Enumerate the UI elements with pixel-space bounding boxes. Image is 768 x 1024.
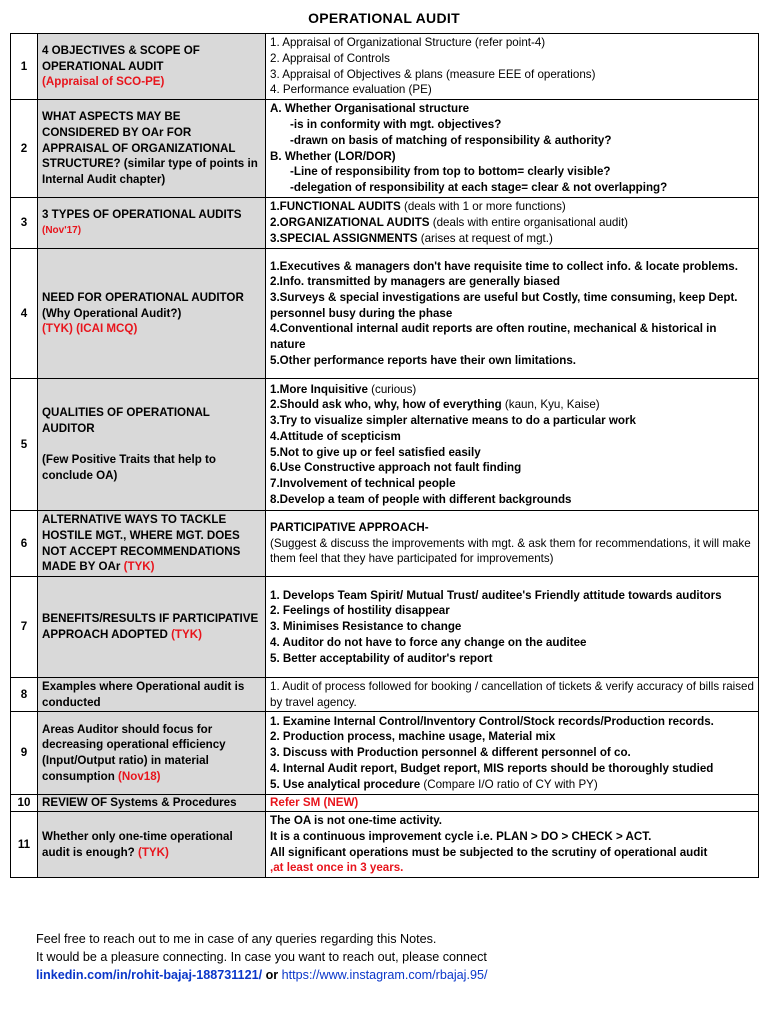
row-number: 11 [11,812,38,878]
answer-cell: 1.More Inquisitive (curious) 2.Should ask who, why, how of everything (kaun, Kyu, Kaise) 3.Try to visualize simpler alternative means to do a particular work 4.Attitude of scepticism 5.Not to give up or feel satisfied easily 6.Use Constructive approach not fault finding 7.Involvement of technical people 8.Develop a team of people with different backgrounds [266,379,759,511]
question-cell: BENEFITS/RESULTS IF PARTICIPATIVE APPROACH ADOPTED (TYK) [38,577,266,678]
table-row [11,379,759,511]
row-number: 5 [11,379,38,511]
question-cell: ALTERNATIVE WAYS TO TACKLE HOSTILE MGT., WHERE MGT. DOES NOT ACCEPT RECOMMENDATIONS MADE BY OAr (TYK) [38,511,266,577]
table-row [11,712,759,795]
answer-cell: 1. Develops Team Spirit/ Mutual Trust/ auditee's Friendly attitude towards auditors 2. Feelings of hostility disappear 3. Minimises Resistance to change 4. Auditor do not have to force any change on the auditee 5. Better acceptability of auditor's report [266,577,759,678]
question-cell: 4 OBJECTIVES & SCOPE OF OPERATIONAL AUDIT (Appraisal of SCO-PE) [38,34,266,100]
question-cell: Examples where Operational audit is conducted [38,678,266,712]
table-row [11,198,759,249]
footer-line-2: It would be a pleasure connecting. In case you want to reach out, please connect [36,950,487,964]
table-row [11,795,759,812]
footer-line-1: Feel free to reach out to me in case of any queries regarding this Notes. [36,932,437,946]
audit-table [10,33,759,878]
row-number: 10 [11,795,38,812]
answer-cell: 1.FUNCTIONAL AUDITS (deals with 1 or more functions) 2.ORGANIZATIONAL AUDITS (deals with entire organisational audit) 3.SPECIAL ASSIGNMENTS (arises at request of mgt.) [266,198,759,249]
table-row [11,577,759,678]
question-cell: WHAT ASPECTS MAY BE CONSIDERED BY OAr FOR APPRAISAL OF ORGANIZATIONAL STRUCTURE? (similar type of points in Internal Audit chapter) [38,100,266,198]
row-number: 4 [11,249,38,379]
row-number: 3 [11,198,38,249]
linkedin-link[interactable]: linkedin.com/in/rohit-bajaj-188731121/ [36,968,263,982]
row-number: 7 [11,577,38,678]
question-cell: Areas Auditor should focus for decreasing operational efficiency (Input/Output ratio) in material consumption (Nov18) [38,712,266,795]
table-row [11,100,759,198]
row-number: 1 [11,34,38,100]
answer-cell: The OA is not one-time activity. It is a continuous improvement cycle i.e. PLAN > DO > CHECK > ACT. All significant operations must be subjected to the scrutiny of operational audit ,at least once in 3 years. [266,812,759,878]
answer-cell: 1. Examine Internal Control/Inventory Control/Stock records/Production records. 2. Production process, machine usage, Material mix 3. Discuss with Production personnel & different personnel of co. 4. Internal Audit report, Budget report, MIS reports should be thoroughly studied 5. Use analytical procedure (Compare I/O ratio of CY with PY) [266,712,759,795]
table-row [11,249,759,379]
table-row [11,511,759,577]
instagram-link[interactable]: https://www.instagram.com/rbajaj.95/ [281,968,488,982]
question-cell: NEED FOR OPERATIONAL AUDITOR (Why Operational Audit?) (TYK) (ICAI MCQ) [38,249,266,379]
answer-cell: A. Whether Organisational structure -is in conformity with mgt. objectives? -drawn on basis of matching of responsibility & authority? B. Whether (LOR/DOR) -Line of responsibility from top to bottom= clearly visible? -delegation of responsibility at each stage= clear & not overlapping? [266,100,759,198]
table-row [11,34,759,100]
row-number: 6 [11,511,38,577]
table-row [11,812,759,878]
footer-note: Feel free to reach out to me in case of any queries regarding this Notes. It would be a pleasure connecting. In case you want to reach out, please connect linkedin.com/in/rohit-bajaj-188731121/ or https://www.instagram.com/rbajaj.95/ [36,932,488,982]
question-cell: REVIEW OF Systems & Procedures [38,795,266,812]
question-cell: QUALITIES OF OPERATIONAL AUDITOR (Few Positive Traits that help to conclude OA) [38,379,266,511]
answer-cell: 1. Audit of process followed for booking / cancellation of tickets & verify accuracy of bills raised by travel agency. [266,678,759,712]
question-cell: 3 TYPES OF OPERATIONAL AUDITS (Nov'17) [38,198,266,249]
answer-cell: 1.Executives & managers don't have requisite time to collect info. & locate problems. 2.Info. transmitted by managers are generally biased 3.Surveys & special investigations are useful but Costly, time consuming, keep Dept. personnel busy during the phase 4.Conventional internal audit reports are often routine, mechanical & historical in nature 5.Other performance reports have their own limitations. [266,249,759,379]
question-cell: Whether only one-time operational audit is enough? (TYK) [38,812,266,878]
answer-cell: PARTICIPATIVE APPROACH- (Suggest & discuss the improvements with mgt. & ask them for recommendations, it will make them feel that they have participated for improvements) [266,511,759,577]
document-title: OPERATIONAL AUDIT [308,10,460,26]
row-number: 2 [11,100,38,198]
answer-cell: 1. Appraisal of Organizational Structure (refer point-4) 2. Appraisal of Controls 3. Appraisal of Objectives & plans (measure EEE of operations) 4. Performance evaluation (PE) [266,34,759,100]
row-number: 9 [11,712,38,795]
row-number: 8 [11,678,38,712]
table-row [11,678,759,712]
answer-cell: Refer SM (NEW) [266,795,759,812]
